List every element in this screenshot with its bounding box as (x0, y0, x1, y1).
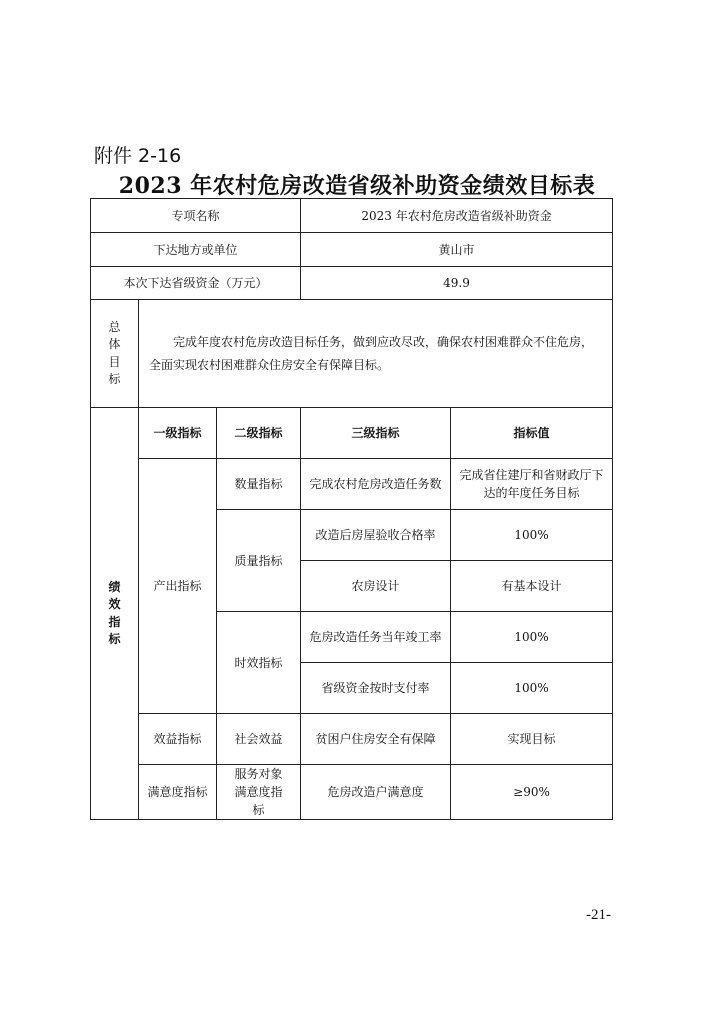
indicator-value: ≥90% (451, 765, 613, 820)
header-level2: 二级指标 (217, 408, 301, 459)
social-benefit: 社会效益 (217, 714, 301, 765)
header-level3: 三级指标 (301, 408, 451, 459)
indicator-value: 有基本设计 (451, 561, 613, 612)
timeliness-indicator: 时效指标 (217, 612, 301, 714)
header-level1: 一级指标 (139, 408, 217, 459)
amount-value: 49.9 (301, 267, 613, 300)
table-row (91, 459, 613, 510)
page-number: -21- (586, 907, 611, 923)
satisfaction-indicator: 满意度指标 (139, 765, 217, 820)
overall-goal-text: 完成年度农村危房改造目标任务，做到应改尽改，确保农村困难群众不住危房，全面实现农村困难群众住房安全有保障目标。 (139, 300, 613, 408)
attachment-label: 附件 2-16 (94, 145, 182, 167)
indicator-value: 100% (451, 663, 613, 714)
indicator-name: 改造后房屋验收合格率 (301, 510, 451, 561)
service-satisfaction: 服务对象满意度指标 (217, 765, 301, 820)
indicator-value: 100% (451, 510, 613, 561)
quality-indicator: 质量指标 (217, 510, 301, 612)
project-name-label: 专项名称 (91, 199, 301, 233)
project-name-value: 2023 年农村危房改造省级补助资金 (301, 199, 613, 233)
amount-label: 本次下达省级资金（万元） (91, 267, 301, 300)
performance-target-table (90, 198, 613, 820)
benefit-indicator: 效益指标 (139, 714, 217, 765)
region-label: 下达地方或单位 (91, 233, 301, 267)
output-indicator: 产出指标 (139, 459, 217, 714)
indicator-value: 完成省住建厅和省财政厅下达的年度任务目标 (451, 459, 613, 510)
amount-row (91, 267, 613, 300)
table-row (91, 714, 613, 765)
header-target-value: 指标值 (451, 408, 613, 459)
table-row (91, 765, 613, 820)
quantity-indicator: 数量指标 (217, 459, 301, 510)
indicator-name: 危房改造任务当年竣工率 (301, 612, 451, 663)
document-title: 2023 年农村危房改造省级补助资金绩效目标表 (118, 173, 596, 199)
overall-goal-label: 总 体 目 标 (91, 300, 139, 408)
overall-goal-row (91, 300, 613, 408)
indicator-value: 100% (451, 612, 613, 663)
region-row (91, 233, 613, 267)
project-name-row (91, 199, 613, 233)
indicator-name: 完成农村危房改造任务数 (301, 459, 451, 510)
indicator-name: 农房设计 (301, 561, 451, 612)
indicator-name: 危房改造户满意度 (301, 765, 451, 820)
performance-indicator-label: 绩 效 指 标 (91, 408, 139, 820)
indicator-value: 实现目标 (451, 714, 613, 765)
indicator-header-row (91, 408, 613, 459)
region-value: 黄山市 (301, 233, 613, 267)
indicator-name: 贫困户住房安全有保障 (301, 714, 451, 765)
indicator-name: 省级资金按时支付率 (301, 663, 451, 714)
